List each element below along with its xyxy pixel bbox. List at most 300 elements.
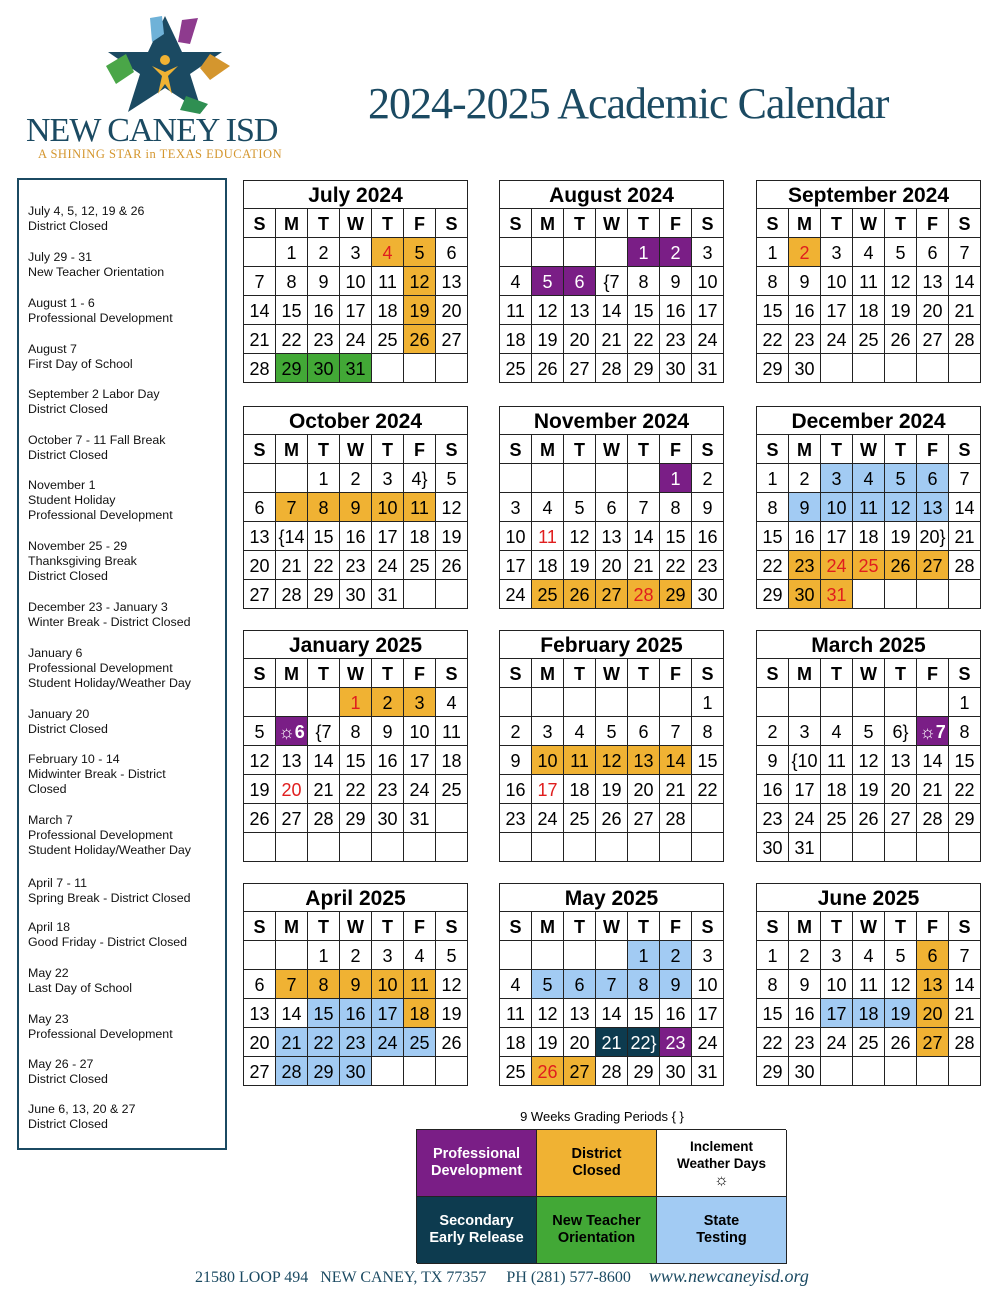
day-cell: 15 xyxy=(949,746,981,775)
day-cell: 20 xyxy=(244,551,276,580)
day-cell: 21 xyxy=(308,775,340,804)
empty-cell xyxy=(532,238,564,267)
month-title: July 2024 xyxy=(244,181,468,209)
empty-cell xyxy=(276,688,308,717)
empty-cell xyxy=(917,688,949,717)
day-cell: 24 xyxy=(692,1028,724,1057)
weekday-header: S xyxy=(692,912,724,941)
weekday-header: T xyxy=(308,659,340,688)
day-cell: 25 xyxy=(500,1057,532,1086)
empty-cell xyxy=(564,238,596,267)
empty-cell xyxy=(500,238,532,267)
day-cell: 8 xyxy=(340,717,372,746)
day-cell: 16 xyxy=(789,999,821,1028)
day-cell: 30 xyxy=(692,580,724,609)
day-cell: 24 xyxy=(532,804,564,833)
empty-cell xyxy=(596,238,628,267)
day-cell: 21 xyxy=(628,551,660,580)
month-calendar xyxy=(756,883,981,1086)
day-cell: 20 xyxy=(628,775,660,804)
day-cell: 9 xyxy=(789,267,821,296)
day-cell: 4 xyxy=(853,941,885,970)
day-cell: 20 xyxy=(564,1028,596,1057)
day-cell: 23 xyxy=(660,325,692,354)
day-cell: 4 xyxy=(853,238,885,267)
weekday-header: W xyxy=(853,659,885,688)
day-cell: 21 xyxy=(660,775,692,804)
weekday-header: T xyxy=(821,659,853,688)
day-cell: 15 xyxy=(308,999,340,1028)
day-cell: 15 xyxy=(757,522,789,551)
weekday-header: S xyxy=(757,659,789,688)
event-description: Professional Development xyxy=(28,311,173,326)
day-cell: 10 xyxy=(692,970,724,999)
month-calendar xyxy=(756,406,981,609)
empty-cell xyxy=(821,1057,853,1086)
empty-cell xyxy=(532,941,564,970)
day-cell: 17 xyxy=(372,999,404,1028)
day-cell: 24 xyxy=(692,325,724,354)
day-cell: 26 xyxy=(853,804,885,833)
day-cell: 2 xyxy=(692,464,724,493)
day-cell: 18 xyxy=(853,999,885,1028)
day-cell: 2 xyxy=(789,238,821,267)
day-cell: 24 xyxy=(500,580,532,609)
day-cell: 27 xyxy=(917,325,949,354)
day-cell: 22 xyxy=(692,775,724,804)
weekday-header: F xyxy=(404,435,436,464)
weekday-header: W xyxy=(340,435,372,464)
legend-label: New Teacher xyxy=(552,1213,641,1229)
day-cell: 29 xyxy=(628,1057,660,1086)
day-cell: 12 xyxy=(885,267,917,296)
weekday-header: F xyxy=(917,435,949,464)
weekday-header: F xyxy=(660,659,692,688)
empty-cell xyxy=(244,688,276,717)
month-day-grid xyxy=(244,209,468,383)
month-title: August 2024 xyxy=(500,181,724,209)
empty-cell xyxy=(500,833,532,862)
day-cell: 20 xyxy=(564,325,596,354)
footer-website-link[interactable]: www.newcaneyisd.org xyxy=(648,1266,809,1286)
day-cell: 14 xyxy=(596,296,628,325)
day-cell: 6 xyxy=(244,493,276,522)
month-day-grid xyxy=(500,659,724,862)
day-cell: 5 xyxy=(885,941,917,970)
weekday-header: S xyxy=(436,912,468,941)
day-cell: 27 xyxy=(244,580,276,609)
day-cell: 2 xyxy=(340,464,372,493)
day-cell: 14 xyxy=(308,746,340,775)
legend-label: Development xyxy=(430,1163,523,1179)
day-cell: {10 xyxy=(789,746,821,775)
day-cell: 16 xyxy=(340,522,372,551)
day-cell: 19 xyxy=(885,999,917,1028)
weekday-header: W xyxy=(596,209,628,238)
weekday-header: T xyxy=(308,435,340,464)
weekday-header: F xyxy=(660,209,692,238)
day-cell: 10 xyxy=(821,267,853,296)
month-day-grid xyxy=(500,912,724,1086)
day-cell: 26 xyxy=(885,325,917,354)
day-cell: 30 xyxy=(340,1057,372,1086)
empty-cell xyxy=(564,464,596,493)
day-cell: 27 xyxy=(244,1057,276,1086)
day-cell: 18 xyxy=(500,325,532,354)
weekday-header: T xyxy=(885,435,917,464)
weekday-header: T xyxy=(885,659,917,688)
day-cell: 3 xyxy=(340,238,372,267)
day-cell: 4 xyxy=(436,688,468,717)
day-cell: 7 xyxy=(276,493,308,522)
logo-brand-name: NEW CANEY ISD xyxy=(26,112,278,149)
empty-cell xyxy=(532,464,564,493)
day-cell: 14 xyxy=(244,296,276,325)
day-cell: 10 xyxy=(821,493,853,522)
day-cell: 20 xyxy=(917,999,949,1028)
day-cell: 24 xyxy=(821,325,853,354)
weekday-header: M xyxy=(789,435,821,464)
event-date: October 7 - 11 Fall Break xyxy=(28,433,166,447)
day-cell: 9 xyxy=(692,493,724,522)
day-cell: 4 xyxy=(564,717,596,746)
day-cell: 8 xyxy=(757,267,789,296)
empty-cell xyxy=(949,833,981,862)
day-cell: 28 xyxy=(596,354,628,383)
day-cell: 9 xyxy=(500,746,532,775)
empty-cell xyxy=(853,833,885,862)
weekday-header: F xyxy=(917,659,949,688)
day-cell: 25 xyxy=(853,1028,885,1057)
day-cell: 9 xyxy=(660,970,692,999)
weekday-header: M xyxy=(532,435,564,464)
event-date: September 2 Labor Day xyxy=(28,387,160,401)
day-cell: 29 xyxy=(308,1057,340,1086)
weekday-header: T xyxy=(372,435,404,464)
weekday-header: S xyxy=(500,435,532,464)
day-cell: 2 xyxy=(789,464,821,493)
day-cell: 18 xyxy=(853,296,885,325)
day-cell: 14 xyxy=(917,746,949,775)
weekday-header: T xyxy=(821,209,853,238)
event-description: Midwinter Break - District xyxy=(28,767,166,782)
empty-cell xyxy=(404,833,436,862)
day-cell: 26 xyxy=(885,551,917,580)
day-cell: 22 xyxy=(628,325,660,354)
event-item xyxy=(28,813,223,859)
day-cell: 29 xyxy=(757,354,789,383)
day-cell: 17 xyxy=(340,296,372,325)
empty-cell xyxy=(757,688,789,717)
weekday-header: S xyxy=(500,659,532,688)
weekday-header: M xyxy=(532,209,564,238)
day-cell: 29 xyxy=(660,580,692,609)
day-cell: 5 xyxy=(885,238,917,267)
day-cell: 14 xyxy=(949,493,981,522)
empty-cell xyxy=(404,354,436,383)
day-cell: 23 xyxy=(308,325,340,354)
empty-cell xyxy=(885,580,917,609)
weekday-header: W xyxy=(596,659,628,688)
day-cell: 17 xyxy=(500,551,532,580)
day-cell: 8 xyxy=(660,493,692,522)
legend-label: Orientation xyxy=(557,1230,636,1246)
event-date: January 20 xyxy=(28,707,90,721)
day-cell: 12 xyxy=(885,493,917,522)
day-cell: 2 xyxy=(660,238,692,267)
day-cell: 16 xyxy=(308,296,340,325)
day-cell: 28 xyxy=(949,325,981,354)
day-cell: 20 xyxy=(917,296,949,325)
weekday-header: F xyxy=(660,435,692,464)
day-cell: 25 xyxy=(564,804,596,833)
weekday-header: W xyxy=(596,912,628,941)
day-cell: 31 xyxy=(340,354,372,383)
day-cell: 18 xyxy=(372,296,404,325)
day-cell: 4} xyxy=(404,464,436,493)
day-cell: 14 xyxy=(660,746,692,775)
event-date: August 1 - 6 xyxy=(28,296,95,310)
weekday-header: F xyxy=(404,209,436,238)
day-cell: 19 xyxy=(596,775,628,804)
day-cell: 21 xyxy=(244,325,276,354)
day-cell: ☼7 xyxy=(917,717,949,746)
empty-cell xyxy=(821,833,853,862)
day-cell: 26 xyxy=(436,551,468,580)
event-item xyxy=(28,1102,223,1132)
day-cell: 1 xyxy=(757,238,789,267)
day-cell: 25 xyxy=(372,325,404,354)
empty-cell xyxy=(244,941,276,970)
day-cell: 30 xyxy=(789,1057,821,1086)
day-cell: 15 xyxy=(692,746,724,775)
day-cell: 22 xyxy=(757,551,789,580)
day-cell: 13 xyxy=(917,267,949,296)
day-cell: 29 xyxy=(757,1057,789,1086)
event-description: Thanksgiving Break xyxy=(28,554,137,569)
legend-secondary-early-release xyxy=(417,1197,537,1264)
day-cell: 28 xyxy=(628,580,660,609)
weekday-header: M xyxy=(276,659,308,688)
weekday-header: M xyxy=(276,435,308,464)
day-cell: 20 xyxy=(276,775,308,804)
weekday-header: S xyxy=(500,912,532,941)
day-cell: 28 xyxy=(596,1057,628,1086)
day-cell: 27 xyxy=(564,1057,596,1086)
empty-cell xyxy=(949,354,981,383)
day-cell: 5 xyxy=(532,970,564,999)
day-cell: 18 xyxy=(436,746,468,775)
day-cell: 28 xyxy=(949,551,981,580)
event-item xyxy=(28,876,223,906)
month-day-grid xyxy=(757,659,981,862)
day-cell: 14 xyxy=(949,970,981,999)
day-cell: 4 xyxy=(532,493,564,522)
event-description: First Day of School xyxy=(28,357,133,372)
day-cell: 30 xyxy=(372,804,404,833)
day-cell: 10 xyxy=(372,493,404,522)
legend-label: State xyxy=(703,1213,740,1229)
empty-cell xyxy=(564,941,596,970)
day-cell: 13 xyxy=(436,267,468,296)
month-title: March 2025 xyxy=(757,631,981,659)
month-calendar xyxy=(499,180,724,383)
day-cell: 13 xyxy=(917,493,949,522)
day-cell: 10 xyxy=(821,970,853,999)
day-cell: 19 xyxy=(532,1028,564,1057)
day-cell: 17 xyxy=(532,775,564,804)
events-sidebar xyxy=(17,178,227,1150)
month-calendar xyxy=(499,406,724,609)
event-item xyxy=(28,250,223,280)
empty-cell xyxy=(276,464,308,493)
weekday-header: T xyxy=(308,209,340,238)
legend-label: Secondary xyxy=(439,1213,514,1229)
day-cell: 11 xyxy=(500,296,532,325)
day-cell: 6 xyxy=(917,941,949,970)
day-cell: 8 xyxy=(949,717,981,746)
day-cell: 17 xyxy=(692,999,724,1028)
weekday-header: T xyxy=(628,435,660,464)
day-cell: 23 xyxy=(340,1028,372,1057)
month-calendar xyxy=(756,630,981,862)
day-cell: {7 xyxy=(308,717,340,746)
weekday-header: T xyxy=(885,912,917,941)
day-cell: 11 xyxy=(404,970,436,999)
event-item xyxy=(28,707,223,737)
weekday-header: T xyxy=(821,912,853,941)
weekday-header: T xyxy=(308,912,340,941)
day-cell: 21 xyxy=(949,296,981,325)
day-cell: 24 xyxy=(340,325,372,354)
day-cell: 19 xyxy=(885,522,917,551)
day-cell: 14 xyxy=(949,267,981,296)
empty-cell xyxy=(853,688,885,717)
day-cell: 12 xyxy=(564,522,596,551)
day-cell: 18 xyxy=(532,551,564,580)
day-cell: 10 xyxy=(340,267,372,296)
legend-caption: 9 Weeks Grading Periods { } xyxy=(520,1109,684,1124)
day-cell: 8 xyxy=(628,970,660,999)
event-description: Spring Break - District Closed xyxy=(28,891,191,906)
day-cell: 11 xyxy=(853,267,885,296)
month-calendar xyxy=(243,630,468,862)
day-cell: 30 xyxy=(340,580,372,609)
day-cell: 1 xyxy=(308,941,340,970)
day-cell: 29 xyxy=(757,580,789,609)
day-cell: 22 xyxy=(949,775,981,804)
day-cell: 30 xyxy=(660,1057,692,1086)
day-cell: 8 xyxy=(757,970,789,999)
weekday-header: M xyxy=(276,209,308,238)
day-cell: 19 xyxy=(885,296,917,325)
empty-cell xyxy=(308,833,340,862)
day-cell: 16 xyxy=(757,775,789,804)
weekday-header: S xyxy=(757,912,789,941)
month-title: September 2024 xyxy=(757,181,981,209)
day-cell: 8 xyxy=(308,970,340,999)
day-cell: 1 xyxy=(628,238,660,267)
empty-cell xyxy=(917,354,949,383)
day-cell: {14 xyxy=(276,522,308,551)
logo-tagline: A SHINING STAR in TEXAS EDUCATION xyxy=(38,147,283,161)
month-calendar xyxy=(243,406,468,609)
day-cell: 26 xyxy=(885,1028,917,1057)
empty-cell xyxy=(436,1057,468,1086)
day-cell: 5 xyxy=(436,941,468,970)
day-cell: 13 xyxy=(564,296,596,325)
empty-cell xyxy=(244,464,276,493)
day-cell: 10 xyxy=(372,970,404,999)
legend-district-closed xyxy=(537,1130,657,1197)
day-cell: 28 xyxy=(917,804,949,833)
event-description: Last Day of School xyxy=(28,981,133,996)
day-cell: 27 xyxy=(276,804,308,833)
day-cell: 5 xyxy=(564,493,596,522)
day-cell: 3 xyxy=(404,688,436,717)
day-cell: 3 xyxy=(372,941,404,970)
district-logo xyxy=(20,12,290,162)
empty-cell xyxy=(853,580,885,609)
event-description: Good Friday - District Closed xyxy=(28,935,188,950)
weekday-header: M xyxy=(532,912,564,941)
day-cell: 12 xyxy=(532,296,564,325)
day-cell: 18 xyxy=(821,775,853,804)
month-title: May 2025 xyxy=(500,884,724,912)
day-cell: 3 xyxy=(372,464,404,493)
event-description: District Closed xyxy=(28,722,108,737)
weekday-header: W xyxy=(340,912,372,941)
month-title: February 2025 xyxy=(500,631,724,659)
event-date: April 7 - 11 xyxy=(28,876,87,890)
day-cell: 18 xyxy=(853,522,885,551)
day-cell: 23 xyxy=(789,325,821,354)
day-cell: 16 xyxy=(340,999,372,1028)
empty-cell xyxy=(276,941,308,970)
event-description: Professional Development xyxy=(28,828,173,843)
day-cell: 20 xyxy=(244,1028,276,1057)
day-cell: 30 xyxy=(789,580,821,609)
event-item xyxy=(28,646,223,692)
event-item xyxy=(28,204,223,234)
day-cell: 12 xyxy=(853,746,885,775)
day-cell: 28 xyxy=(949,1028,981,1057)
day-cell: 20 xyxy=(885,775,917,804)
day-cell: 26 xyxy=(436,1028,468,1057)
empty-cell xyxy=(244,833,276,862)
event-item xyxy=(28,342,223,372)
day-cell: 1 xyxy=(757,941,789,970)
event-date: January 6 xyxy=(28,646,83,660)
day-cell: 12 xyxy=(436,970,468,999)
day-cell: 4 xyxy=(372,238,404,267)
event-description: Winter Break - District Closed xyxy=(28,615,191,630)
day-cell: 11 xyxy=(564,746,596,775)
day-cell: 8 xyxy=(692,717,724,746)
day-cell: 16 xyxy=(692,522,724,551)
day-cell: 21 xyxy=(949,522,981,551)
day-cell: 28 xyxy=(276,580,308,609)
weekday-header: T xyxy=(564,435,596,464)
day-cell: 6 xyxy=(628,717,660,746)
month-calendar xyxy=(243,180,468,383)
event-date: May 22 xyxy=(28,966,69,980)
day-cell: 9 xyxy=(340,493,372,522)
event-description: District Closed xyxy=(28,219,108,234)
event-item xyxy=(28,539,223,585)
day-cell: 29 xyxy=(340,804,372,833)
day-cell: 10 xyxy=(404,717,436,746)
